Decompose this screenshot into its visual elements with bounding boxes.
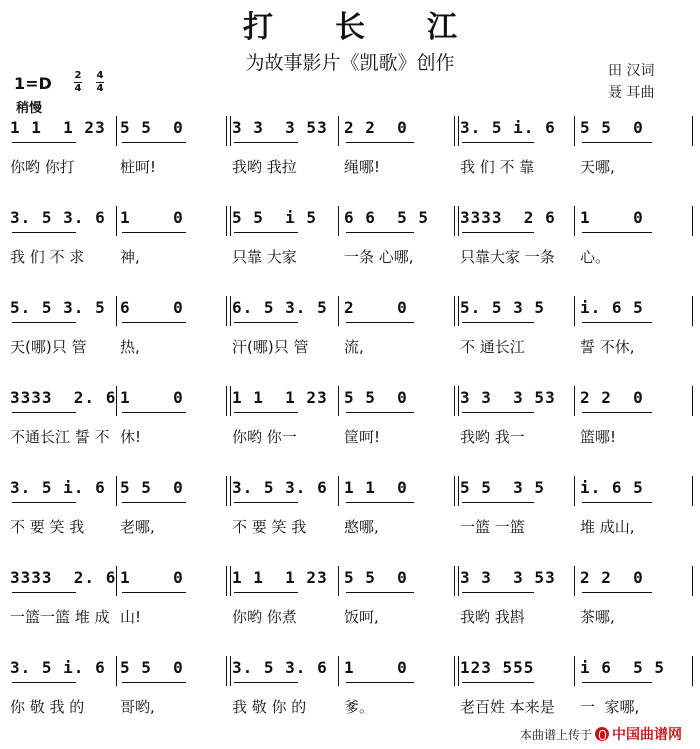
measure-lyric: 不 要 笑 我: [10, 518, 85, 536]
beam-underline: [582, 502, 652, 503]
meter-top: 4: [96, 70, 104, 81]
measure-notes: 2 2 0: [580, 388, 644, 407]
measure-lyric: 心。: [580, 248, 611, 266]
barline: [226, 566, 231, 596]
measure-notes: 2 2 0: [580, 568, 644, 587]
beam-underline: [462, 412, 534, 413]
barline: [574, 116, 575, 146]
measure: [232, 566, 336, 626]
measure-notes: 5. 5 3. 5: [10, 298, 106, 317]
beam-underline: [234, 682, 298, 683]
measure-lyric: 筐呵!: [344, 428, 381, 446]
measure-lyric: 你哟 你打: [10, 158, 75, 176]
footer-brand: 中国曲谱网: [612, 727, 683, 743]
barline: [692, 566, 693, 596]
measure-notes: 2 0: [344, 298, 408, 317]
meter-bottom: 4: [96, 83, 104, 94]
measure-notes: 3333 2 6: [460, 208, 556, 227]
measure: [120, 116, 224, 176]
beam-underline: [122, 412, 186, 413]
barline: [692, 206, 693, 236]
measure-notes: 1 1 1 23: [10, 118, 106, 137]
barline: [574, 296, 575, 326]
beam-underline: [346, 232, 414, 233]
measure-lyric: 哥哟,: [120, 698, 155, 716]
measure-notes: 5 5 0: [580, 118, 644, 137]
measure-notes: 6 6 5 5: [344, 208, 430, 227]
measure: [120, 656, 224, 716]
barline: [454, 566, 459, 596]
time-signature-4-4: [96, 71, 104, 94]
measure-notes: 3 3 3 53: [460, 568, 556, 587]
measure: [120, 386, 224, 446]
measure-lyric: 篮哪!: [580, 428, 617, 446]
beam-underline: [12, 322, 76, 323]
measure-lyric: 我哟 我斟: [460, 608, 525, 626]
barline: [226, 476, 231, 506]
barline: [116, 206, 117, 236]
beam-underline: [346, 322, 414, 323]
measure-lyric: 你哟 你一: [232, 428, 297, 446]
notation-row: [0, 206, 700, 296]
barline: [454, 656, 459, 686]
measure-lyric: 热,: [120, 338, 140, 356]
measure-notes: 1 1 0: [344, 478, 408, 497]
song-subtitle: 为故事影片《凯歌》创作: [245, 52, 455, 74]
barline: [116, 296, 117, 326]
measure: [344, 296, 452, 356]
measure-lyric: 老哪,: [120, 518, 155, 536]
measure-lyric: 不通长江 誓 不: [10, 428, 110, 446]
measure-notes: i. 6 5: [580, 478, 644, 497]
measure-lyric: 神,: [120, 248, 140, 266]
measure: [10, 476, 114, 536]
measure-lyric: 我哟 我拉: [232, 158, 297, 176]
beam-underline: [582, 142, 652, 143]
measure-lyric: 我 敬 你 的: [232, 698, 307, 716]
barline: [338, 566, 339, 596]
measure-notes: 1 0: [120, 568, 184, 587]
barline: [454, 386, 459, 416]
measure-lyric: 老百姓 本来是: [460, 698, 555, 716]
measure-lyric: 不 要 笑 我: [232, 518, 307, 536]
barline: [226, 116, 231, 146]
barline: [116, 656, 117, 686]
beam-underline: [12, 232, 76, 233]
barline: [454, 116, 459, 146]
measure-lyric: 憨哪,: [344, 518, 379, 536]
measure-notes: 5 5 3 5: [460, 478, 546, 497]
site-logo-icon: [595, 727, 609, 741]
measure-notes: 3 3 3 53: [232, 118, 328, 137]
measure: [580, 386, 690, 446]
barline: [338, 296, 339, 326]
time-signature-2-4: [74, 71, 82, 94]
measure: [232, 116, 336, 176]
measure-notes: 1 0: [580, 208, 644, 227]
barline: [338, 656, 339, 686]
measure-lyric: 山!: [120, 608, 142, 626]
barline: [338, 116, 339, 146]
meter-top: 2: [74, 70, 82, 81]
beam-underline: [12, 142, 76, 143]
measure-notes: 1 0: [120, 208, 184, 227]
measure-notes: 3. 5 i. 6: [10, 478, 106, 497]
beam-underline: [234, 592, 298, 593]
barline: [338, 206, 339, 236]
measure-notes: 6 0: [120, 298, 184, 317]
barline: [116, 386, 117, 416]
beam-underline: [582, 682, 652, 683]
measure-notes: 1 0: [120, 388, 184, 407]
measure-lyric: 绳哪!: [344, 158, 381, 176]
measure-lyric: 茶哪,: [580, 608, 615, 626]
measure-notes: 5 5 0: [120, 658, 184, 677]
measure-notes: 3333 2. 6: [10, 568, 117, 587]
barline: [454, 476, 459, 506]
barline: [116, 476, 117, 506]
measure-lyric: 堆 成山,: [580, 518, 635, 536]
measure-lyric: 只靠大家 一条: [460, 248, 555, 266]
measure-lyric: 你哟 你煮: [232, 608, 297, 626]
measure-notes: 1 0: [344, 658, 408, 677]
barline: [692, 656, 693, 686]
barline: [226, 656, 231, 686]
song-title: 打长江: [243, 10, 519, 45]
measure-lyric: 汗(哪)只 管: [232, 338, 309, 356]
measure-notes: 5 5 0: [344, 568, 408, 587]
measure-notes: 1 1 1 23: [232, 388, 328, 407]
measure: [344, 656, 452, 716]
measure-notes: 3. 5 i. 6: [10, 658, 106, 677]
measure: [460, 656, 572, 716]
measure-notes: 3. 5 3. 6: [232, 658, 328, 677]
beam-underline: [346, 412, 414, 413]
measure-notes: 5 5 0: [344, 388, 408, 407]
measure: [580, 476, 690, 536]
measure-notes: 1 1 1 23: [232, 568, 328, 587]
barline: [574, 566, 575, 596]
beam-underline: [462, 142, 534, 143]
beam-underline: [122, 322, 186, 323]
measure: [344, 206, 452, 266]
measure-notes: 5 5 0: [120, 118, 184, 137]
barline: [226, 206, 231, 236]
composer-credit: 聂 耳曲: [608, 85, 655, 101]
beam-underline: [122, 502, 186, 503]
measure: [10, 386, 117, 446]
measure: [460, 296, 572, 356]
measure: [10, 296, 114, 356]
beam-underline: [462, 322, 534, 323]
barline: [338, 476, 339, 506]
measure: [460, 116, 572, 176]
beam-underline: [12, 412, 76, 413]
key-signature: 1=D: [14, 74, 52, 93]
beam-underline: [122, 232, 186, 233]
measure: [10, 206, 114, 266]
barline: [692, 296, 693, 326]
beam-underline: [234, 322, 298, 323]
measure-lyric: 只靠 大家: [232, 248, 297, 266]
measure: [460, 386, 572, 446]
measure-lyric: 誓 不休,: [580, 338, 635, 356]
measure: [10, 116, 114, 176]
beam-underline: [12, 502, 76, 503]
barline: [692, 116, 693, 146]
notation-row: [0, 476, 700, 566]
beam-underline: [12, 682, 76, 683]
measure-notes: i. 6 5: [580, 298, 644, 317]
beam-underline: [346, 682, 414, 683]
beam-underline: [346, 142, 414, 143]
beam-underline: [462, 592, 534, 593]
notation-row: [0, 116, 700, 206]
measure-notes: 3 3 3 53: [460, 388, 556, 407]
beam-underline: [346, 502, 414, 503]
barline: [116, 566, 117, 596]
beam-underline: [234, 412, 298, 413]
measure: [580, 206, 690, 266]
measure-notes: 3. 5 3. 6: [10, 208, 106, 227]
measure-notes: 5. 5 3 5: [460, 298, 546, 317]
measure-lyric: 爹。: [344, 698, 375, 716]
beam-underline: [582, 412, 652, 413]
measure: [10, 656, 114, 716]
beam-underline: [462, 682, 534, 683]
measure-lyric: 你 敬 我 的: [10, 698, 85, 716]
measure-lyric: 不 通长江: [460, 338, 525, 356]
beam-underline: [122, 592, 186, 593]
measure-notes: i 6 5 5: [580, 658, 666, 677]
barline: [454, 206, 459, 236]
measure: [460, 566, 572, 626]
measure: [120, 566, 224, 626]
lyricist-credit: 田 汉词: [608, 63, 655, 79]
beam-underline: [234, 232, 298, 233]
measure-lyric: 我哟 我一: [460, 428, 525, 446]
measure: [120, 296, 224, 356]
beam-underline: [12, 592, 76, 593]
measure: [580, 116, 690, 176]
measure: [232, 296, 336, 356]
measure-lyric: 一篮 一篮: [460, 518, 525, 536]
beam-underline: [582, 322, 652, 323]
measure-lyric: 休!: [120, 428, 142, 446]
measure-lyric: 一 家哪,: [580, 698, 640, 716]
notation-row: [0, 566, 700, 656]
meter-bottom: 4: [74, 83, 82, 94]
measure-lyric: 流,: [344, 338, 364, 356]
measure: [120, 476, 224, 536]
measure: [460, 206, 572, 266]
measure: [580, 566, 690, 626]
tempo-marking: 稍慢: [16, 101, 43, 116]
measure-notes: 123 555: [460, 658, 535, 677]
measure-lyric: 饭呵,: [344, 608, 379, 626]
barline: [574, 476, 575, 506]
measure-lyric: 一篮一篮 堆 成: [10, 608, 110, 626]
measure-lyric: 我 们 不 求: [10, 248, 85, 266]
measure: [460, 476, 572, 536]
measure: [344, 476, 452, 536]
beam-underline: [346, 592, 414, 593]
barline: [226, 386, 231, 416]
measure-lyric: 天哪,: [580, 158, 615, 176]
measure: [232, 476, 336, 536]
barline: [338, 386, 339, 416]
notation-row: [0, 296, 700, 386]
measure: [344, 386, 452, 446]
beam-underline: [234, 502, 298, 503]
measure-lyric: 我 们 不 靠: [460, 158, 535, 176]
beam-underline: [582, 232, 652, 233]
measure: [232, 206, 336, 266]
measure-notes: 6. 5 3. 5: [232, 298, 328, 317]
measure: [344, 116, 452, 176]
beam-underline: [462, 232, 534, 233]
measure-lyric: 桩呵!: [120, 158, 157, 176]
barline: [574, 206, 575, 236]
measure-lyric: 一条 心哪,: [344, 248, 414, 266]
barline: [454, 296, 459, 326]
measure-notes: 3333 2. 6: [10, 388, 117, 407]
measure: [10, 566, 117, 626]
notation-row: [0, 386, 700, 476]
measure-notes: 3. 5 i. 6: [460, 118, 556, 137]
barline: [226, 296, 231, 326]
measure: [580, 656, 690, 716]
measure-notes: 3. 5 3. 6: [232, 478, 328, 497]
measure: [580, 296, 690, 356]
measure-notes: 2 2 0: [344, 118, 408, 137]
measure: [120, 206, 224, 266]
site-footer: [520, 724, 682, 744]
beam-underline: [122, 682, 186, 683]
footer-text: 本曲谱上传于: [520, 728, 593, 742]
credits: [608, 60, 654, 104]
measure-lyric: 天(哪)只 管: [10, 338, 87, 356]
barline: [574, 656, 575, 686]
measure-notes: 5 5 0: [120, 478, 184, 497]
measure: [232, 386, 336, 446]
measure: [344, 566, 452, 626]
barline: [692, 476, 693, 506]
barline: [574, 386, 575, 416]
beam-underline: [234, 142, 298, 143]
beam-underline: [462, 502, 534, 503]
barline: [116, 116, 117, 146]
barline: [692, 386, 693, 416]
beam-underline: [122, 142, 186, 143]
beam-underline: [582, 592, 652, 593]
measure-notes: 5 5 i 5: [232, 208, 318, 227]
measure: [232, 656, 336, 716]
